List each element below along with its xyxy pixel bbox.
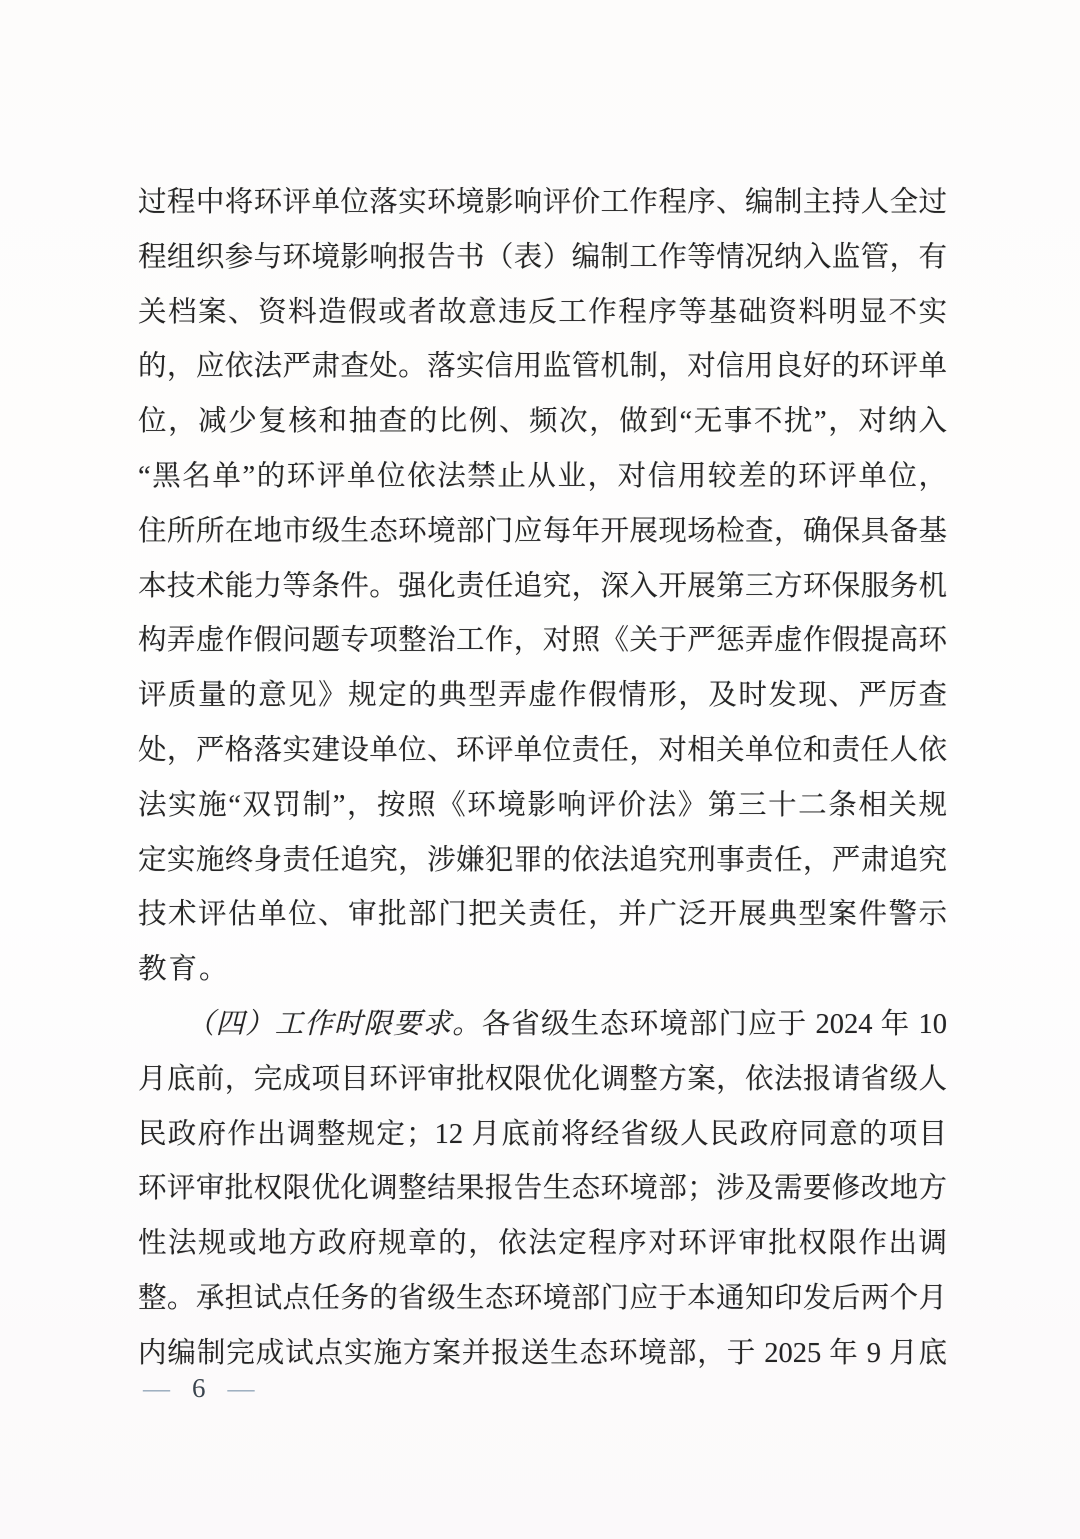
text-segment: 的，应依法严肃查处。落实信用监管机制，对信用良好的环评单 xyxy=(138,351,947,383)
text-line xyxy=(138,888,947,943)
text-segment: 法实施“双罚制”，按照《环境影响评价法》第三十二条相关规 xyxy=(138,789,947,821)
text-segment: 内编制完成试点实施方案并报送生态环境部，于 2025 年 9 月底 xyxy=(138,1337,947,1369)
text-line xyxy=(138,998,947,1053)
text-line xyxy=(138,1053,947,1108)
text-line xyxy=(138,779,947,834)
text-line xyxy=(138,560,947,615)
text-block xyxy=(138,176,947,1382)
text-segment: 定实施终身责任追究，涉嫌犯罪的依法追究刑事责任，严肃追究 xyxy=(138,844,947,876)
text-line xyxy=(138,1162,947,1217)
page-number-right-dash: — xyxy=(227,1373,255,1403)
text-line xyxy=(138,724,947,779)
text-segment: 整。承担试点任务的省级生态环境部门应于本通知印发后两个月 xyxy=(138,1282,947,1314)
text-segment: 技术评估单位、审批部门把关责任，并广泛开展典型案件警示 xyxy=(138,899,947,931)
text-line xyxy=(138,1217,947,1272)
text-segment: 程组织参与环境影响报告书（表）编制工作等情况纳入监管，有 xyxy=(138,241,947,273)
text-segment: 位，减少复核和抽查的比例、频次，做到“无事不扰”，对纳入 xyxy=(138,406,947,438)
text-line xyxy=(138,1327,947,1382)
text-line xyxy=(138,176,947,231)
text-line xyxy=(138,505,947,560)
text-line xyxy=(138,450,947,505)
text-line xyxy=(138,286,947,341)
text-segment: 各省级生态环境部门应于 2024 年 10 xyxy=(481,1008,947,1040)
text-line xyxy=(138,614,947,669)
text-segment: 关档案、资料造假或者故意违反工作程序等基础资料明显不实 xyxy=(138,296,947,328)
text-segment: 教育。 xyxy=(138,954,230,986)
text-line xyxy=(138,1108,947,1163)
page-number-value: 6 xyxy=(192,1373,206,1403)
text-line xyxy=(138,943,947,998)
text-line xyxy=(138,1272,947,1327)
text-segment: “黑名单”的环评单位依法禁止从业，对信用较差的环评单位， xyxy=(138,460,947,492)
text-line xyxy=(138,834,947,889)
page-number-left-dash: — xyxy=(143,1373,170,1403)
text-line xyxy=(138,395,947,450)
section-heading-segment: （四）工作时限要求。 xyxy=(186,1008,482,1040)
text-segment: 本技术能力等条件。强化责任追究，深入开展第三方环保服务机 xyxy=(138,570,947,602)
text-segment: 过程中将环评单位落实环境影响评价工作程序、编制主持人全过 xyxy=(138,187,947,218)
text-line xyxy=(138,340,947,395)
text-line xyxy=(138,231,947,286)
text-line xyxy=(138,669,947,724)
text-segment: 构弄虚作假问题专项整治工作，对照《关于严惩弄虚作假提高环 xyxy=(138,625,947,657)
text-segment: 住所所在地市级生态环境部门应每年开展现场检查，确保具备基 xyxy=(138,515,947,547)
text-segment: 评质量的意见》规定的典型弄虚作假情形，及时发现、严厉查 xyxy=(138,680,947,712)
text-segment: 民政府作出调整规定；12 月底前将经省级人民政府同意的项目 xyxy=(138,1118,947,1150)
text-segment: 环评审批权限优化调整结果报告生态环境部；涉及需要修改地方 xyxy=(138,1173,947,1205)
text-segment: 性法规或地方政府规章的，依法定程序对环评审批权限作出调 xyxy=(138,1228,947,1260)
page-number xyxy=(143,1368,255,1408)
text-segment: 处，严格落实建设单位、环评单位责任，对相关单位和责任人依 xyxy=(138,734,947,766)
text-segment: 月底前，完成项目环评审批权限优化调整方案，依法报请省级人 xyxy=(138,1063,947,1095)
